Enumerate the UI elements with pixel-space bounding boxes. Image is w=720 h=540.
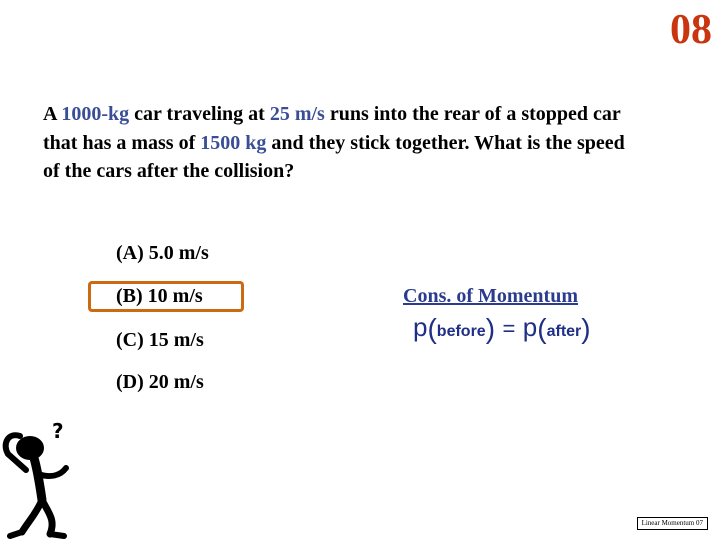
eq-paren: ( <box>537 313 547 344</box>
method-title: Cons. of Momentum <box>403 285 578 307</box>
eq-rhs-sub: after <box>546 323 582 340</box>
eq-equals: = <box>502 316 516 341</box>
question-segment: car traveling at <box>129 103 270 125</box>
footer-tag: Linear Momentum 07 <box>637 517 708 530</box>
momentum-equation <box>413 312 591 345</box>
eq-rhs-symbol: p <box>522 312 538 342</box>
choice-b-selected[interactable]: (B) 10 m/s <box>88 281 244 312</box>
slide-number: 08 <box>670 7 712 53</box>
question-text <box>43 100 643 186</box>
choice-c[interactable]: (C) 15 m/s <box>116 329 204 351</box>
thinking-person-icon <box>0 418 96 540</box>
question-segment: and they stick together. What is the speed of the cars after the collision? <box>43 131 625 182</box>
eq-paren: ) <box>485 313 496 344</box>
eq-lhs-sub: before <box>436 323 486 340</box>
thinker-question-mark: ? <box>52 419 64 443</box>
question-segment: A <box>43 103 62 125</box>
question-mass-1: 1000-kg <box>61 103 130 125</box>
choice-d[interactable]: (D) 20 m/s <box>116 371 204 393</box>
question-speed-1: 25 m/s <box>269 103 325 125</box>
question-mass-2: 1500 kg <box>200 131 267 154</box>
choice-a[interactable]: (A) 5.0 m/s <box>116 242 209 264</box>
eq-paren: ) <box>581 313 591 344</box>
eq-paren: ( <box>427 313 437 344</box>
eq-lhs-symbol: p <box>413 312 428 342</box>
question-segment: runs into the rear of a stopped car that has a mass of <box>43 103 621 154</box>
